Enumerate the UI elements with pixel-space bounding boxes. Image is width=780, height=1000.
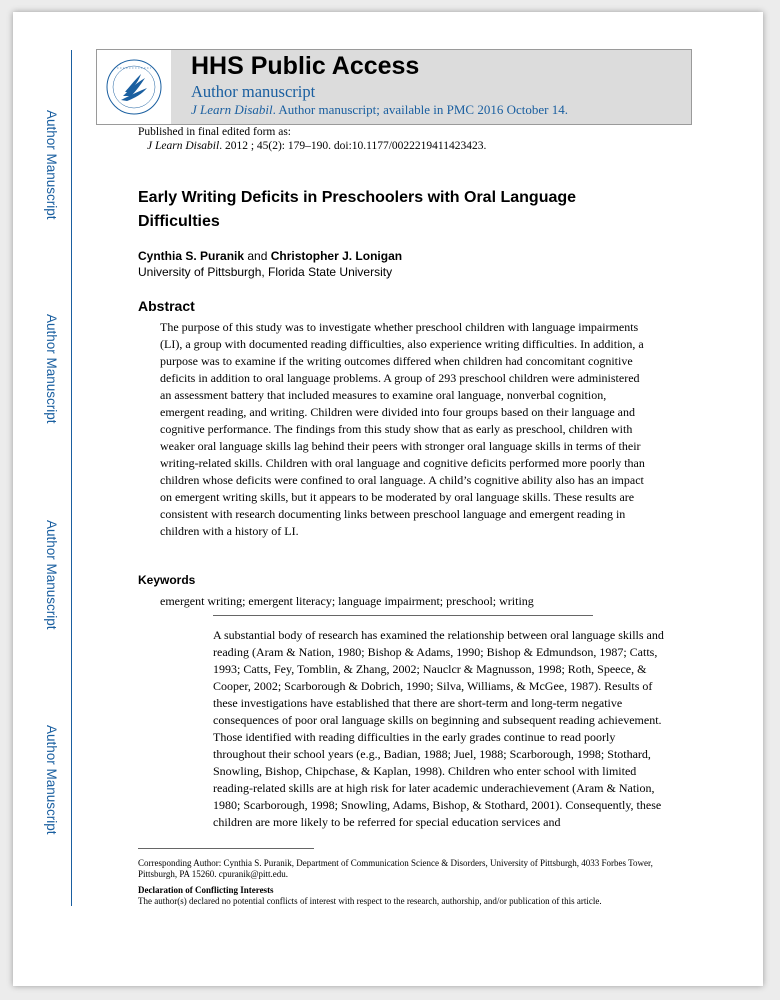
side-label-author-manuscript: Author Manuscript: [44, 520, 59, 630]
author-line: [138, 249, 402, 263]
section-divider: [213, 615, 593, 616]
footnote-divider: [138, 848, 314, 849]
availability-line: [191, 102, 568, 118]
article-title: Early Writing Deficits in Preschoolers with Oral Language Difficulties: [138, 189, 577, 230]
conflict-heading: Declaration of Conflicting Interests: [138, 885, 274, 895]
conflict-statement: The author(s) declared no potential conflicts of interest with respect to the research, authorship, and/or publication of this article.: [138, 896, 602, 906]
affiliation: University of Pittsburgh, Florida State University: [138, 265, 393, 279]
keywords-heading: Keywords: [138, 573, 196, 587]
hhs-logo: [97, 50, 171, 124]
published-citation: [147, 140, 486, 152]
body-paragraph: A substantial body of research has examined the relationship between oral language skills and reading (Aram & Nation, 1980; Bishop & Adams, 1990; Bishop & Edmundson, 1987; Catts, 1993; Catts, Fey, Tomblin, & Zhang, 2002; Nauclcr & Magnusson, 1998; Roth, Speece, & Cooper, 2002; Scarborough & Dobrich, 1990; Silva, Williams, & McGee, 1987). Results of these investigations have established that there are short-term and long-term negative consequences of poor oral language skills on beginning and subsequent reading achievement. Those identified with reading difficulties in the early grades continue to read poorly throughout their school years (e.g., Badian, 1988; Juel, 1988; Scarborough, 1998; Stothard, Snowling, Bishop, Chipchase, & Kaplan, 1998). Children who enter school with limited reading-related skills are at high risk for later academic underachievement (Aram & Nation, 1980; Scarborough, 1998; Snowling, Adams, Bishop, & Stothard, 2001). Consequently, these children are more likely to be referred for special education services and: [213, 628, 664, 829]
journal-abbrev: J Learn Disabil: [147, 140, 220, 152]
manuscript-page: [13, 12, 763, 986]
side-rule: [71, 50, 72, 906]
abstract-heading: Abstract: [138, 298, 195, 314]
manuscript-label: Author manuscript: [191, 82, 316, 101]
citation-text: . 2012 ; 45(2): 179–190. doi:10.1177/0022219411423423.: [219, 140, 487, 152]
abstract-text: The purpose of this study was to investigate whether preschool children with language impairments (LI), a group with documented reading difficulties, also experience writing difficulties. In addition, a purpose was to examine if the writing outcomes differed when children had concomitant cognitive deficits in addition to oral language problems. A group of 293 preschool children were administered an assessment battery that included measures to examine oral language, nonverbal cognition, emergent reading, and writing. Children were divided into four groups based on their language and cognitive performance. The findings from this study show that as early as preschool, children with weaker oral language skills lag behind their peers with stronger oral language skills in terms of their writing-related skills. Children with oral language and cognitive deficits performed more poorly than children whose deficits were confined to oral language. A child’s cognitive ability also has an impact on emergent writing skills, but it appears to be moderated by oral language skills. These results are consistent with research documenting links between preschool language and emergent reading in children with a history of LI.: [160, 320, 645, 538]
keywords-text: emergent writing; emergent literacy; language impairment; preschool; writing: [160, 594, 534, 608]
side-label-author-manuscript: Author Manuscript: [44, 314, 59, 424]
author-name: Cynthia S. Puranik: [138, 249, 245, 263]
author-conjunction: and: [244, 249, 271, 263]
side-label-author-manuscript: Author Manuscript: [44, 110, 59, 220]
side-label-author-manuscript: Author Manuscript: [44, 725, 59, 835]
journal-abbrev: J Learn Disabil: [191, 102, 273, 117]
hhs-eagle-seal-icon: [97, 50, 171, 124]
hhs-header: [96, 49, 692, 125]
corresponding-author-note: Corresponding Author: Cynthia S. Puranik, Department of Communication Science & Disorders, University of Pittsburgh, 4033 Forbes Tower, Pittsburgh, PA 15260. cpuranik@pitt.edu.: [138, 858, 653, 879]
author-name: Christopher J. Lonigan: [270, 249, 403, 263]
hhs-title: HHS Public Access: [191, 52, 420, 80]
published-label: Published in final edited form as:: [138, 126, 291, 138]
availability-text: . Author manuscript; available in PMC 2016 October 14.: [272, 102, 568, 117]
